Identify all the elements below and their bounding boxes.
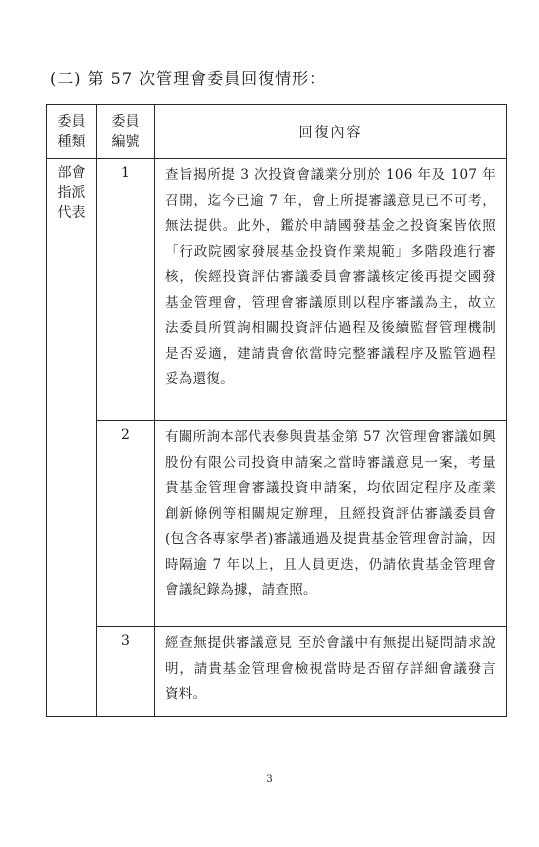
header-member-type-line: 種類: [57, 133, 86, 150]
reply-text: 經查無提供審議意見 至於會議中有無提出疑問請求說明，請貴基金管理會檢視當時是否留存詳細會議發言資料。: [165, 635, 496, 702]
section-heading: (二) 第 57 次管理會委員回復情形：: [50, 69, 327, 88]
reply-content-cell: [155, 421, 507, 627]
reply-content-cell: [155, 627, 507, 717]
member-type-line: 部會: [57, 165, 86, 181]
member-number: 2: [121, 427, 130, 443]
page-number: 3: [266, 774, 273, 785]
member-number-cell: [97, 421, 155, 627]
member-number: 1: [121, 165, 130, 181]
member-type-cell: [47, 159, 97, 717]
reply-text: 查旨揭所提 3 次投資會議業分別於 106 年及 107 年召開，迄今已逾 7 年，會上所提審議意見已不可考，無法提供。此外，鑑於申請國發基金之投資案皆依照「行政院國家發展基金投資作業規範」多階段進行審核，俟經投資評估審議委員會審議核定後再提交國發基金管理會，管理會審議原則以程序審議為主，故立法委員所質詢相關投資評估過程及後續監督管理機制是否妥適，建請貴會依當時完整審議程序及監管過程妥為還復。: [165, 167, 496, 387]
table-header-row: [47, 105, 507, 159]
table-row: [47, 421, 507, 627]
header-member-type: [47, 105, 97, 159]
reply-content-cell: [155, 159, 507, 421]
header-member-type-line: 委員: [57, 113, 86, 130]
header-member-no-line: 委員: [111, 113, 140, 130]
member-number: 3: [121, 633, 130, 649]
member-number-cell: [97, 627, 155, 717]
table-row: [47, 159, 507, 421]
header-member-no-line: 編號: [111, 133, 140, 150]
table-row: [47, 627, 507, 717]
header-member-no: [97, 105, 155, 159]
member-type-line: 指派: [57, 185, 86, 201]
member-type-line: 代表: [57, 205, 86, 221]
header-reply-content: 回復內容: [155, 105, 507, 159]
reply-text: 有關所詢本部代表參與貴基金第 57 次管理會審議如興股份有限公司投資申請案之當時審議意見一案，考量貴基金管理會審議投資申請案，均依固定程序及產業創新條例等相關規定辦理，且經投資評估審議委員會(包含各專家學者)審議通過及提貴基金管理會討論，因時隔逾 7 年以上，且人員更迭，仍請依貴基金管理會會議紀錄為據，請查照。: [165, 429, 496, 598]
member-reply-table: [46, 104, 507, 717]
member-number-cell: [97, 159, 155, 421]
